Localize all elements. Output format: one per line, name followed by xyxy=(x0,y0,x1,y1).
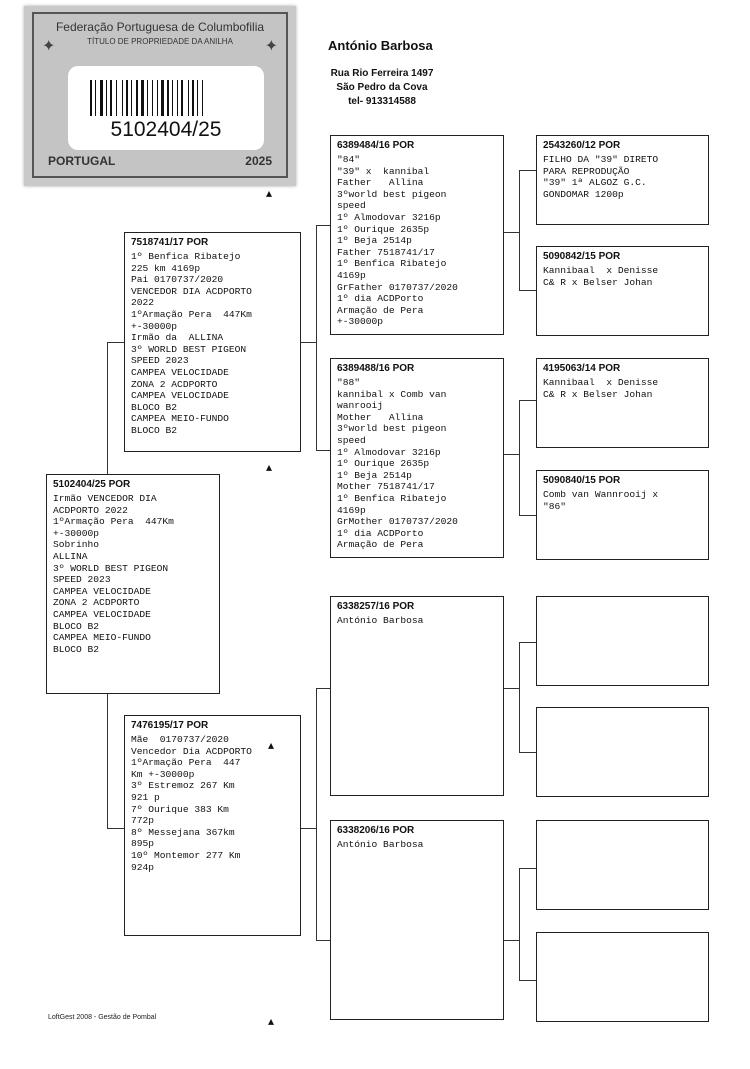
pigeon-notes: Kannibaal x Denisse C& R x Belser Johan xyxy=(543,265,659,288)
pigeon-notes: Irmão VENCEDOR DIA ACDPORTO 2022 1ºArmação Pera 447Km +-30000p Sobrinho ALLINA 3º WORLD BEST PIGEON SPEED 2023 CAMPEA VELOCIDADE ZONA 2 ACDPORTO CAMPEA VELOCIDADE BLOCO B2 CAMPEA MEIO-FUNDO BLOCO B2 xyxy=(53,493,174,655)
pigeon-notes: 1º Benfica Ribatejo 225 km 4169p Pai 0170737/2020 VENCEDOR DIA ACDPORTO 2022 1ºArmação Pera 447Km +-30000p Irmão da ALLINA 3º WORLD BEST PIGEON SPEED 2023 CAMPEA VELOCIDADE ZONA 2 ACDPORTO CAMPEA VELOCIDADE BLOCO B2 CAMPEA MEIO-FUNDO BLOCO B2 xyxy=(131,251,252,436)
owner-phone: tel- 913314588 xyxy=(348,96,416,107)
ink-mark-icon: ▴ xyxy=(266,186,273,200)
pedigree-box-sire-dam xyxy=(330,358,504,558)
ring-id: 6338206/16 POR xyxy=(337,825,415,836)
ring-id: 2543260/12 POR xyxy=(543,140,621,151)
pedigree-box-ggp8 xyxy=(536,932,709,1022)
ring-number: 5102404/25 xyxy=(110,118,222,141)
ink-mark-icon: ▴ xyxy=(268,1014,275,1028)
ring-country: PORTUGAL xyxy=(48,154,116,168)
pigeon-emblem-icon: ✦ xyxy=(264,38,278,55)
pigeon-notes: António Barbosa xyxy=(337,839,424,850)
ring-id: 6389484/16 POR xyxy=(337,140,415,151)
barcode-icon xyxy=(90,80,240,116)
ink-mark-icon: ▴ xyxy=(268,738,275,752)
ring-id: 7518741/17 POR xyxy=(131,237,209,248)
owner-city: São Pedro da Cova xyxy=(336,82,428,93)
ring-card-frame xyxy=(32,12,288,178)
ink-mark-icon: ▴ xyxy=(266,460,273,474)
pigeon-notes: António Barbosa xyxy=(337,615,424,626)
pigeon-emblem-icon: ✦ xyxy=(42,38,56,55)
ring-id: 6389488/16 POR xyxy=(337,363,415,374)
pedigree-box-dam xyxy=(124,715,301,936)
pigeon-notes: Kannibaal x Denisse C& R x Belser Johan xyxy=(543,377,659,400)
ring-card-subtitle: TÍTULO DE PROPRIEDADE DA ANILHA xyxy=(87,37,233,46)
pedigree-box-dam-sire xyxy=(330,596,504,796)
pedigree-box-ggp1 xyxy=(536,135,709,225)
pedigree-box-ggp4 xyxy=(536,470,709,560)
federation-name: Federação Portuguesa de Columbofilia xyxy=(55,20,265,34)
ring-id: 6338257/16 POR xyxy=(337,601,415,612)
pedigree-box-sire-sire xyxy=(330,135,504,335)
pigeon-notes: Mãe 0170737/2020 Vencedor Dia ACDPORTO 1ºArmação Pera 447 Km +-30000p 3º Estremoz 267 Km 921 p 7º Ourique 383 Km 772p 8º Messejana 367km 895p 10º Montemor 277 Km 924p xyxy=(131,734,252,873)
ring-year: 2025 xyxy=(245,154,272,168)
pedigree-box-sire xyxy=(124,232,301,452)
owner-name: António Barbosa xyxy=(328,38,433,53)
pedigree-box-dam-dam xyxy=(330,820,504,1020)
pedigree-box-ggp3 xyxy=(536,358,709,448)
pigeon-notes: Comb van Wannrooij x "86" xyxy=(543,489,659,512)
ring-id: 5102404/25 POR xyxy=(53,479,131,490)
pigeon-notes: FILHO DA "39" DIRETO PARA REPRODUÇÃO "39" 1ª ALGOZ G.C. GONDOMAR 1200p xyxy=(543,154,659,200)
pigeon-notes: "88" kannibal x Comb van wanrooij Mother Allina 3ºworld best pigeon speed 1º Almodovar 3216p 1º Ourique 2635p 1º Beja 2514p Mother 7518741/17 1º Benfica Ribatejo 4169p GrMother 0170737/2020 1º dia ACDPorto Armação de Pera xyxy=(337,377,458,551)
ring-id: 5090840/15 POR xyxy=(543,475,621,486)
pigeon-notes: "84" "39" x kannibal Father Allina 3ºworld best pigeon speed 1º Almodovar 3216p 1º Ourique 2635p 1º Beja 2514p Father 7518741/17 1º Benfica Ribatejo 4169p GrFather 0170737/2020 1º dia ACDPorto Armação de Pera +-30000p xyxy=(337,154,458,328)
ring-ownership-card xyxy=(24,6,296,186)
owner-street: Rua Rio Ferreira 1497 xyxy=(330,68,434,79)
ring-id: 7476195/17 POR xyxy=(131,720,209,731)
ring-label xyxy=(68,66,264,150)
footer-software-credit: LoftGest 2008 - Gestão de Pombal xyxy=(48,1014,157,1021)
pedigree-box-ggp2 xyxy=(536,246,709,336)
pedigree-box-ggp7 xyxy=(536,820,709,910)
ring-id: 4195063/14 POR xyxy=(543,363,621,374)
pedigree-box-ggp5 xyxy=(536,596,709,686)
pedigree-box-subject xyxy=(46,474,220,694)
pedigree-box-ggp6 xyxy=(536,707,709,797)
ring-id: 5090842/15 POR xyxy=(543,251,621,262)
